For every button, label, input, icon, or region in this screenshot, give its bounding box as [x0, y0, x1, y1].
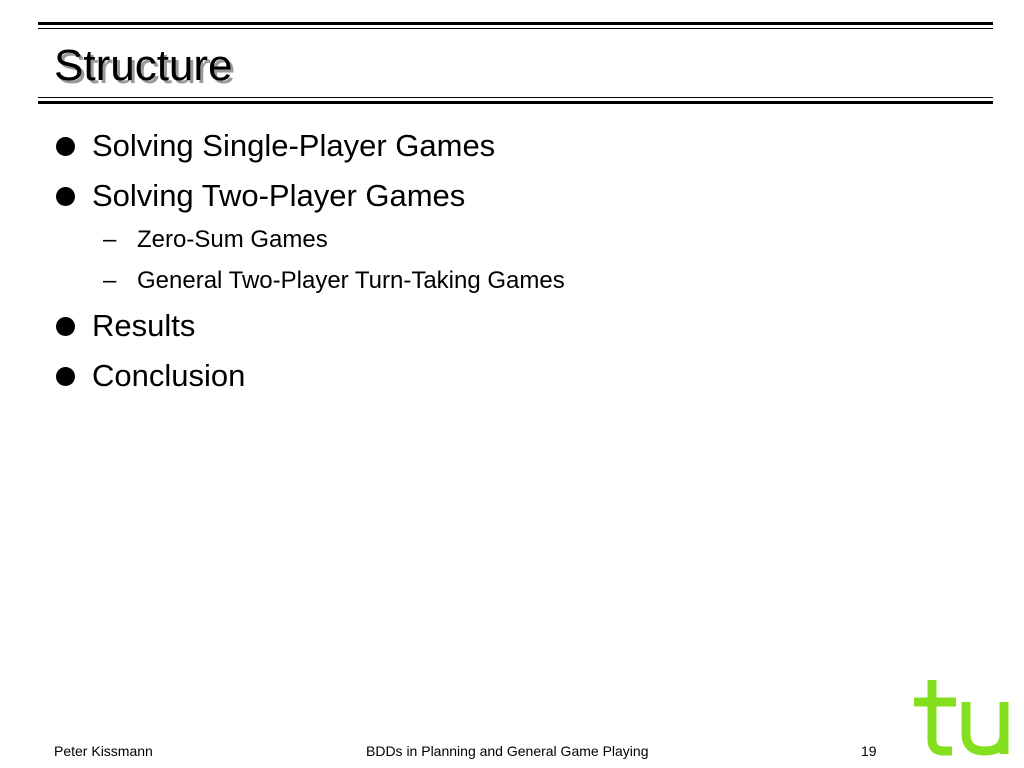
footer-talk-title: BDDs in Planning and General Game Playing: [366, 743, 649, 759]
bullet-text: Results: [92, 308, 196, 343]
logo-letter-u: [966, 702, 1004, 751]
sub-bullet-text: Zero-Sum Games: [137, 226, 328, 253]
sub-bullet-text: General Two-Player Turn-Taking Games: [137, 267, 565, 294]
sub-bullet-dash: –: [103, 267, 117, 294]
bullet-dot-icon: [56, 137, 75, 156]
tu-logo-icon: [908, 678, 1014, 756]
bullet-dot-icon: [56, 317, 75, 336]
slide-title: Structure: [54, 41, 233, 90]
footer-author: Peter Kissmann: [54, 743, 153, 759]
bullet-text: Conclusion: [92, 358, 246, 393]
logo-letter-t: [932, 680, 952, 751]
bullet-text: Solving Two-Player Games: [92, 178, 466, 213]
bullet-dot-icon: [56, 187, 75, 206]
bullet-text: Solving Single-Player Games: [92, 128, 496, 163]
bullet-dot-icon: [56, 367, 75, 386]
sub-bullet-dash: –: [103, 226, 117, 253]
footer-page-number: 19: [861, 743, 877, 759]
